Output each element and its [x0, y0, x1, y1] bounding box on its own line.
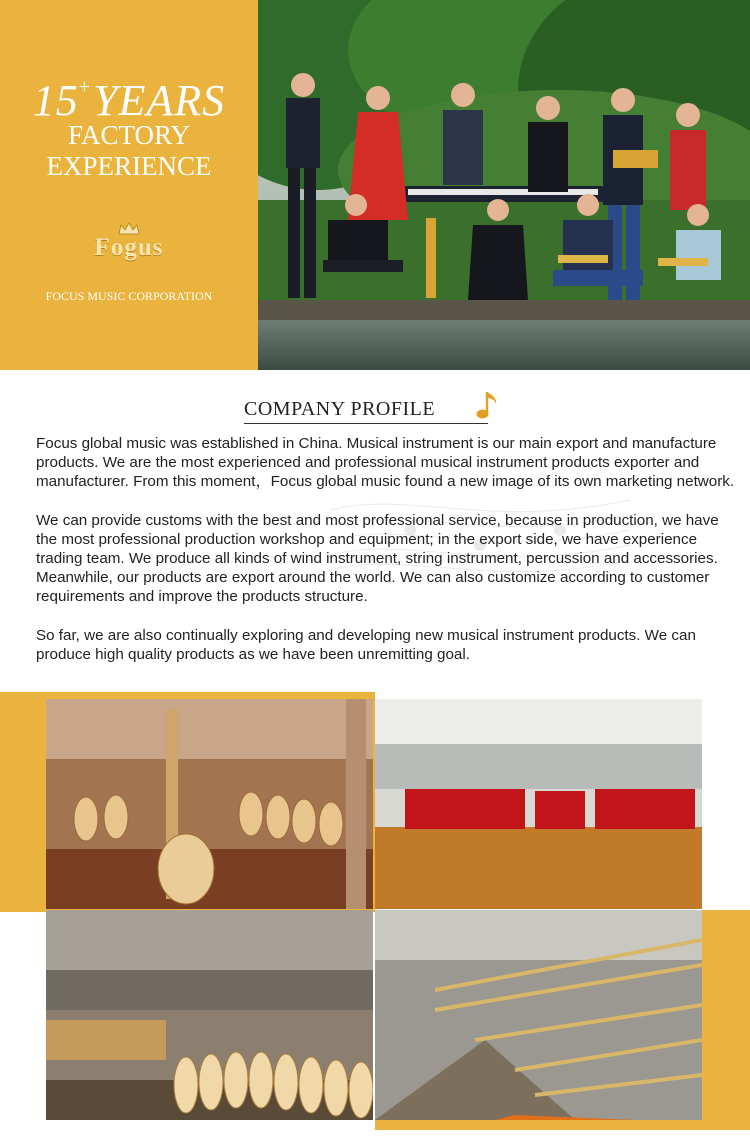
factory-photo-workshop: [46, 910, 373, 1120]
company-profile-text: [36, 434, 740, 683]
factory-line: FACTORY: [67, 120, 191, 150]
factory-photo-red-guitars: [375, 699, 702, 909]
heading-underline: [244, 423, 488, 424]
profile-paragraph-3: So far, we are also continually exploring and developing new musical instrument products. We can produce high quality products as we have been unremitting goal.: [36, 626, 696, 663]
corporation-name: FOCUS MUSIC CORPORATION: [45, 289, 213, 303]
years-word: YEARS: [93, 76, 226, 125]
factory-experience: [0, 120, 258, 182]
profile-paragraph-2: We can provide customs with the best and most professional service, because in production, we have the most professional production workshop and equipment; in the export side, we have experience trading team. We produce all kinds of wind instrument, string instrument, percussion and accessories. Meanwhile, our products are export around the world. We can also customize according to customer requirements and improve the products structure.: [36, 511, 719, 606]
factory-photo-production-line: [375, 910, 702, 1120]
experience-line: EXPERIENCE: [46, 151, 212, 181]
band-photo: [258, 0, 750, 370]
years-number: 15: [32, 76, 79, 125]
logo-text: Fogus: [94, 234, 164, 261]
music-note-icon: [475, 390, 501, 422]
hero-banner: [0, 0, 750, 370]
banner-gold-panel: [0, 0, 258, 370]
profile-paragraph-1: Focus global music was established in China. Musical instrument is our main export and manufacture products. We are the most experienced and professional musical instrument products exporter and manufacturer. From this moment，Focus global music found a new image of its own marketing network.: [36, 435, 735, 491]
profile-title: COMPANY PROFILE: [244, 398, 436, 420]
years-plus: +: [78, 76, 92, 98]
brand-logo: [0, 222, 258, 262]
years-headline: [0, 62, 258, 126]
factory-photo-guitar-hangers: [46, 699, 373, 909]
